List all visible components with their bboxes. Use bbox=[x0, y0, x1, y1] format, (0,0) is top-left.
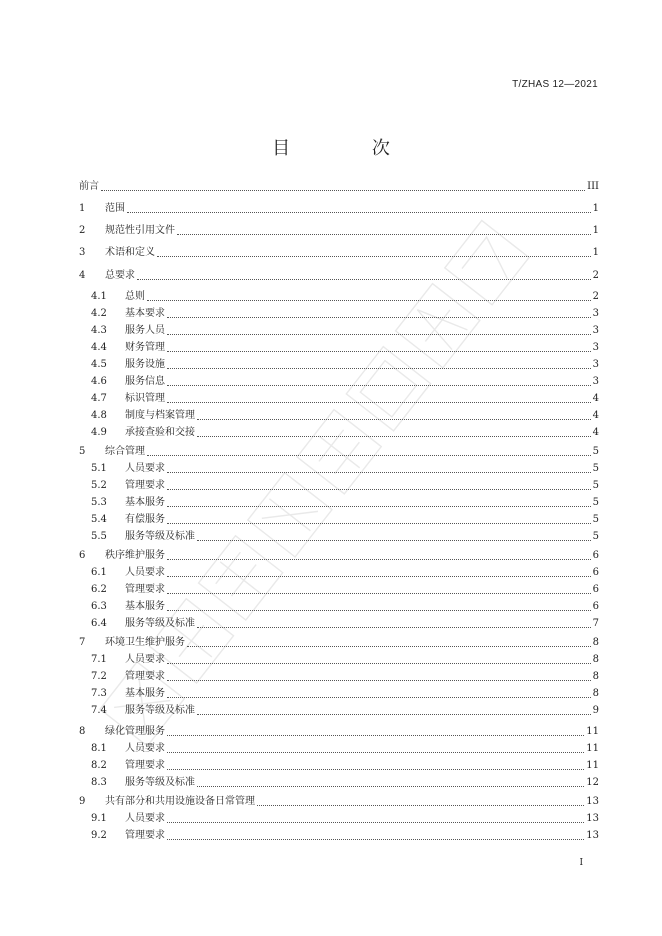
dot-leader bbox=[197, 539, 591, 541]
dot-leader bbox=[167, 522, 591, 524]
dot-leader bbox=[167, 838, 584, 840]
toc-entry-number: 5 bbox=[79, 446, 86, 457]
toc-entry[interactable] bbox=[91, 583, 599, 597]
toc-entry-page: 11 bbox=[586, 743, 599, 754]
toc-entry[interactable] bbox=[79, 725, 599, 739]
toc-entry-page: 4 bbox=[592, 410, 599, 421]
toc-entry[interactable] bbox=[91, 812, 599, 826]
dot-leader bbox=[167, 662, 591, 664]
toc-entry-number: 4.8 bbox=[91, 410, 107, 421]
toc-entry-page: 4 bbox=[592, 427, 599, 438]
toc-entry-page: 8 bbox=[592, 654, 599, 665]
toc-entry-page: 3 bbox=[592, 376, 599, 387]
toc-entry[interactable] bbox=[91, 687, 599, 701]
dot-leader bbox=[177, 233, 591, 235]
toc-entry-number: 6.3 bbox=[91, 601, 107, 612]
dot-leader bbox=[167, 679, 591, 681]
dot-leader bbox=[167, 350, 591, 352]
toc-entry[interactable] bbox=[91, 829, 599, 843]
toc-entry-number: 4.7 bbox=[91, 393, 107, 404]
toc-entry-label: 绿化管理服务 bbox=[105, 726, 165, 737]
document-code: T/ZHAS 12—2021 bbox=[512, 79, 598, 90]
toc-entry[interactable] bbox=[91, 759, 599, 773]
toc-entry-page: 1 bbox=[592, 225, 599, 236]
toc-entry[interactable] bbox=[91, 462, 599, 476]
toc-entry-label: 人员要求 bbox=[125, 463, 165, 474]
toc-entry[interactable] bbox=[91, 670, 599, 684]
toc-entry-label: 基本要求 bbox=[125, 308, 165, 319]
dot-leader bbox=[167, 821, 584, 823]
toc-entry[interactable] bbox=[91, 290, 599, 304]
dot-leader bbox=[167, 592, 591, 594]
toc-entry[interactable] bbox=[79, 246, 599, 260]
toc-entry-page: 13 bbox=[586, 813, 599, 824]
toc-entry-label: 人员要求 bbox=[125, 654, 165, 665]
toc-entry[interactable] bbox=[91, 341, 599, 355]
toc-entry-number: 6 bbox=[79, 550, 86, 561]
dot-leader bbox=[197, 435, 591, 437]
toc-entry-page: 13 bbox=[586, 830, 599, 841]
toc-entry-page: 7 bbox=[592, 618, 599, 629]
dot-leader bbox=[167, 734, 584, 736]
dot-leader bbox=[167, 696, 591, 698]
toc-entry[interactable] bbox=[91, 513, 599, 527]
toc-entry-label: 管理要求 bbox=[125, 760, 165, 771]
dot-leader bbox=[167, 316, 591, 318]
toc-entry-page: 5 bbox=[592, 446, 599, 457]
dot-leader bbox=[167, 751, 584, 753]
toc-entry-page: 1 bbox=[592, 247, 599, 258]
toc-entry-label: 秩序维护服务 bbox=[105, 550, 165, 561]
toc-entry-label: 承接查验和交接 bbox=[125, 427, 195, 438]
toc-entry-page: 1 bbox=[592, 203, 599, 214]
toc-entry-label: 有偿服务 bbox=[125, 514, 165, 525]
toc-entry-number: 6.1 bbox=[91, 567, 107, 578]
toc-entry[interactable] bbox=[79, 445, 599, 459]
toc-entry-label: 前言 bbox=[79, 181, 99, 192]
toc-entry-number: 4.2 bbox=[91, 308, 107, 319]
dot-leader bbox=[167, 488, 591, 490]
toc-entry-label: 管理要求 bbox=[125, 830, 165, 841]
toc-entry[interactable] bbox=[91, 704, 599, 718]
toc-entry-number: 6.4 bbox=[91, 618, 107, 629]
toc-entry-number: 5.2 bbox=[91, 480, 107, 491]
toc-entry-number: 5.3 bbox=[91, 497, 107, 508]
toc-entry-page: 5 bbox=[592, 463, 599, 474]
toc-entry-number: 7 bbox=[79, 637, 86, 648]
toc-entry-number: 9 bbox=[79, 796, 86, 807]
toc-entry-label: 管理要求 bbox=[125, 584, 165, 595]
toc-entry-page: 5 bbox=[592, 497, 599, 508]
toc-entry-number: 9.1 bbox=[91, 813, 107, 824]
toc-entry-label: 服务等级及标准 bbox=[125, 705, 195, 716]
toc-entry[interactable] bbox=[79, 795, 599, 809]
toc-entry[interactable] bbox=[91, 307, 599, 321]
toc-entry[interactable] bbox=[79, 180, 599, 194]
dot-leader bbox=[157, 255, 591, 257]
toc-entry[interactable] bbox=[91, 776, 599, 790]
toc-entry-label: 基本服务 bbox=[125, 688, 165, 699]
dot-leader bbox=[167, 609, 591, 611]
dot-leader bbox=[197, 626, 591, 628]
toc-entry-number: 4.5 bbox=[91, 359, 107, 370]
dot-leader bbox=[147, 454, 591, 456]
toc-entry-page: 5 bbox=[592, 514, 599, 525]
footer-page-number: I bbox=[579, 858, 583, 868]
toc-entry-label: 标识管理 bbox=[125, 393, 165, 404]
toc-entry[interactable] bbox=[91, 479, 599, 493]
toc-entry-page: 6 bbox=[592, 550, 599, 561]
toc-entry-number: 3 bbox=[79, 247, 86, 258]
toc-entry-number: 5.1 bbox=[91, 463, 107, 474]
toc-entry-number: 8.3 bbox=[91, 777, 107, 788]
toc-entry-page: 4 bbox=[592, 393, 599, 404]
dot-leader bbox=[167, 558, 591, 560]
toc-entry[interactable] bbox=[91, 324, 599, 338]
toc-entry-label: 服务等级及标准 bbox=[125, 777, 195, 788]
toc-entry-page: 8 bbox=[592, 671, 599, 682]
toc-entry-page: 6 bbox=[592, 584, 599, 595]
toc-entry[interactable] bbox=[79, 224, 599, 238]
toc-entry-label: 范围 bbox=[105, 203, 125, 214]
toc-entry-label: 制度与档案管理 bbox=[125, 410, 195, 421]
toc-entry-page: 13 bbox=[586, 796, 599, 807]
toc-entry[interactable] bbox=[91, 358, 599, 372]
toc-entry-label: 总则 bbox=[125, 291, 145, 302]
toc-entry[interactable] bbox=[91, 392, 599, 406]
toc-entry-number: 8.1 bbox=[91, 743, 107, 754]
toc-entry-label: 服务等级及标准 bbox=[125, 531, 195, 542]
toc-entry-label: 管理要求 bbox=[125, 480, 165, 491]
toc-entry-label: 服务人员 bbox=[125, 325, 165, 336]
dot-leader bbox=[167, 471, 591, 473]
toc-entry-number: 4.4 bbox=[91, 342, 107, 353]
toc-entry[interactable] bbox=[79, 202, 599, 216]
toc-entry[interactable] bbox=[91, 375, 599, 389]
page-title: 目 次 bbox=[272, 138, 428, 159]
toc-entry-page: 3 bbox=[592, 325, 599, 336]
toc-entry-page: 6 bbox=[592, 567, 599, 578]
toc-entry-label: 人员要求 bbox=[125, 813, 165, 824]
dot-leader bbox=[197, 713, 591, 715]
toc-entry-label: 财务管理 bbox=[125, 342, 165, 353]
dot-leader bbox=[167, 575, 591, 577]
toc-entry[interactable] bbox=[79, 269, 599, 283]
toc-entry-number: 1 bbox=[79, 203, 86, 214]
toc-entry-page: 5 bbox=[592, 531, 599, 542]
dot-leader bbox=[257, 804, 584, 806]
toc-entry-number: 9.2 bbox=[91, 830, 107, 841]
toc-entry[interactable] bbox=[91, 530, 599, 544]
dot-leader bbox=[197, 785, 584, 787]
toc-entry-label: 共有部分和共用设施设备日常管理 bbox=[105, 796, 255, 807]
dot-leader bbox=[137, 278, 591, 280]
toc-entry-page: 5 bbox=[592, 480, 599, 491]
toc-entry-number: 8 bbox=[79, 726, 86, 737]
dot-leader bbox=[187, 645, 591, 647]
toc-entry[interactable] bbox=[91, 409, 599, 423]
toc-entry-number: 7.1 bbox=[91, 654, 107, 665]
toc-entry-label: 基本服务 bbox=[125, 601, 165, 612]
toc-entry-number: 6.2 bbox=[91, 584, 107, 595]
toc-entry[interactable] bbox=[91, 496, 599, 510]
toc-entry-page: 3 bbox=[592, 342, 599, 353]
toc-entry[interactable] bbox=[91, 742, 599, 756]
dot-leader bbox=[167, 384, 591, 386]
toc-entry-label: 术语和定义 bbox=[105, 247, 155, 258]
dot-leader bbox=[101, 189, 585, 191]
toc-entry[interactable] bbox=[79, 549, 599, 563]
toc-entry-page: 3 bbox=[592, 359, 599, 370]
dot-leader bbox=[167, 333, 591, 335]
toc-entry-page: 11 bbox=[586, 760, 599, 771]
toc-entry-number: 4 bbox=[79, 270, 86, 281]
toc-entry-page: 8 bbox=[592, 637, 599, 648]
toc-entry-number: 8.2 bbox=[91, 760, 107, 771]
toc-entry-number: 4.9 bbox=[91, 427, 107, 438]
toc-entry-page: 8 bbox=[592, 688, 599, 699]
toc-entry-number: 5.4 bbox=[91, 514, 107, 525]
toc-entry-number: 7.4 bbox=[91, 705, 107, 716]
toc-entry-page: 9 bbox=[592, 705, 599, 716]
toc-entry-label: 基本服务 bbox=[125, 497, 165, 508]
toc-entry-number: 5.5 bbox=[91, 531, 107, 542]
toc-entry-label: 人员要求 bbox=[125, 743, 165, 754]
toc-entry[interactable] bbox=[79, 636, 599, 650]
toc-entry-page: 2 bbox=[592, 270, 599, 281]
dot-leader bbox=[167, 367, 591, 369]
toc-entry-page: 11 bbox=[586, 726, 599, 737]
toc-entry-number: 7.3 bbox=[91, 688, 107, 699]
toc-entry-page: 3 bbox=[592, 308, 599, 319]
toc-entry-page: 6 bbox=[592, 601, 599, 612]
dot-leader bbox=[197, 418, 591, 420]
dot-leader bbox=[167, 401, 591, 403]
toc-entry-number: 2 bbox=[79, 225, 86, 236]
toc-entry-label: 环境卫生维护服务 bbox=[105, 637, 185, 648]
toc-entry[interactable] bbox=[91, 617, 599, 631]
toc-entry-label: 服务等级及标准 bbox=[125, 618, 195, 629]
dot-leader bbox=[167, 768, 584, 770]
toc-entry-label: 管理要求 bbox=[125, 671, 165, 682]
toc-entry-page: 2 bbox=[592, 291, 599, 302]
toc-entry-label: 综合管理 bbox=[105, 446, 145, 457]
toc-entry-label: 服务设施 bbox=[125, 359, 165, 370]
toc-entry-page: III bbox=[587, 181, 599, 192]
toc-entry-number: 7.2 bbox=[91, 671, 107, 682]
toc-entry[interactable] bbox=[91, 566, 599, 580]
toc-entry-label: 人员要求 bbox=[125, 567, 165, 578]
toc-entry[interactable] bbox=[91, 600, 599, 614]
toc-entry[interactable] bbox=[91, 426, 599, 440]
toc-entry[interactable] bbox=[91, 653, 599, 667]
toc-entry-number: 4.6 bbox=[91, 376, 107, 387]
dot-leader bbox=[127, 211, 591, 213]
dot-leader bbox=[167, 505, 591, 507]
toc-entry-number: 4.1 bbox=[91, 291, 107, 302]
toc-entry-label: 规范性引用文件 bbox=[105, 225, 175, 236]
toc-entry-page: 12 bbox=[586, 777, 599, 788]
toc-entry-label: 服务信息 bbox=[125, 376, 165, 387]
toc-entry-number: 4.3 bbox=[91, 325, 107, 336]
dot-leader bbox=[147, 299, 591, 301]
toc-entry-label: 总要求 bbox=[105, 270, 135, 281]
